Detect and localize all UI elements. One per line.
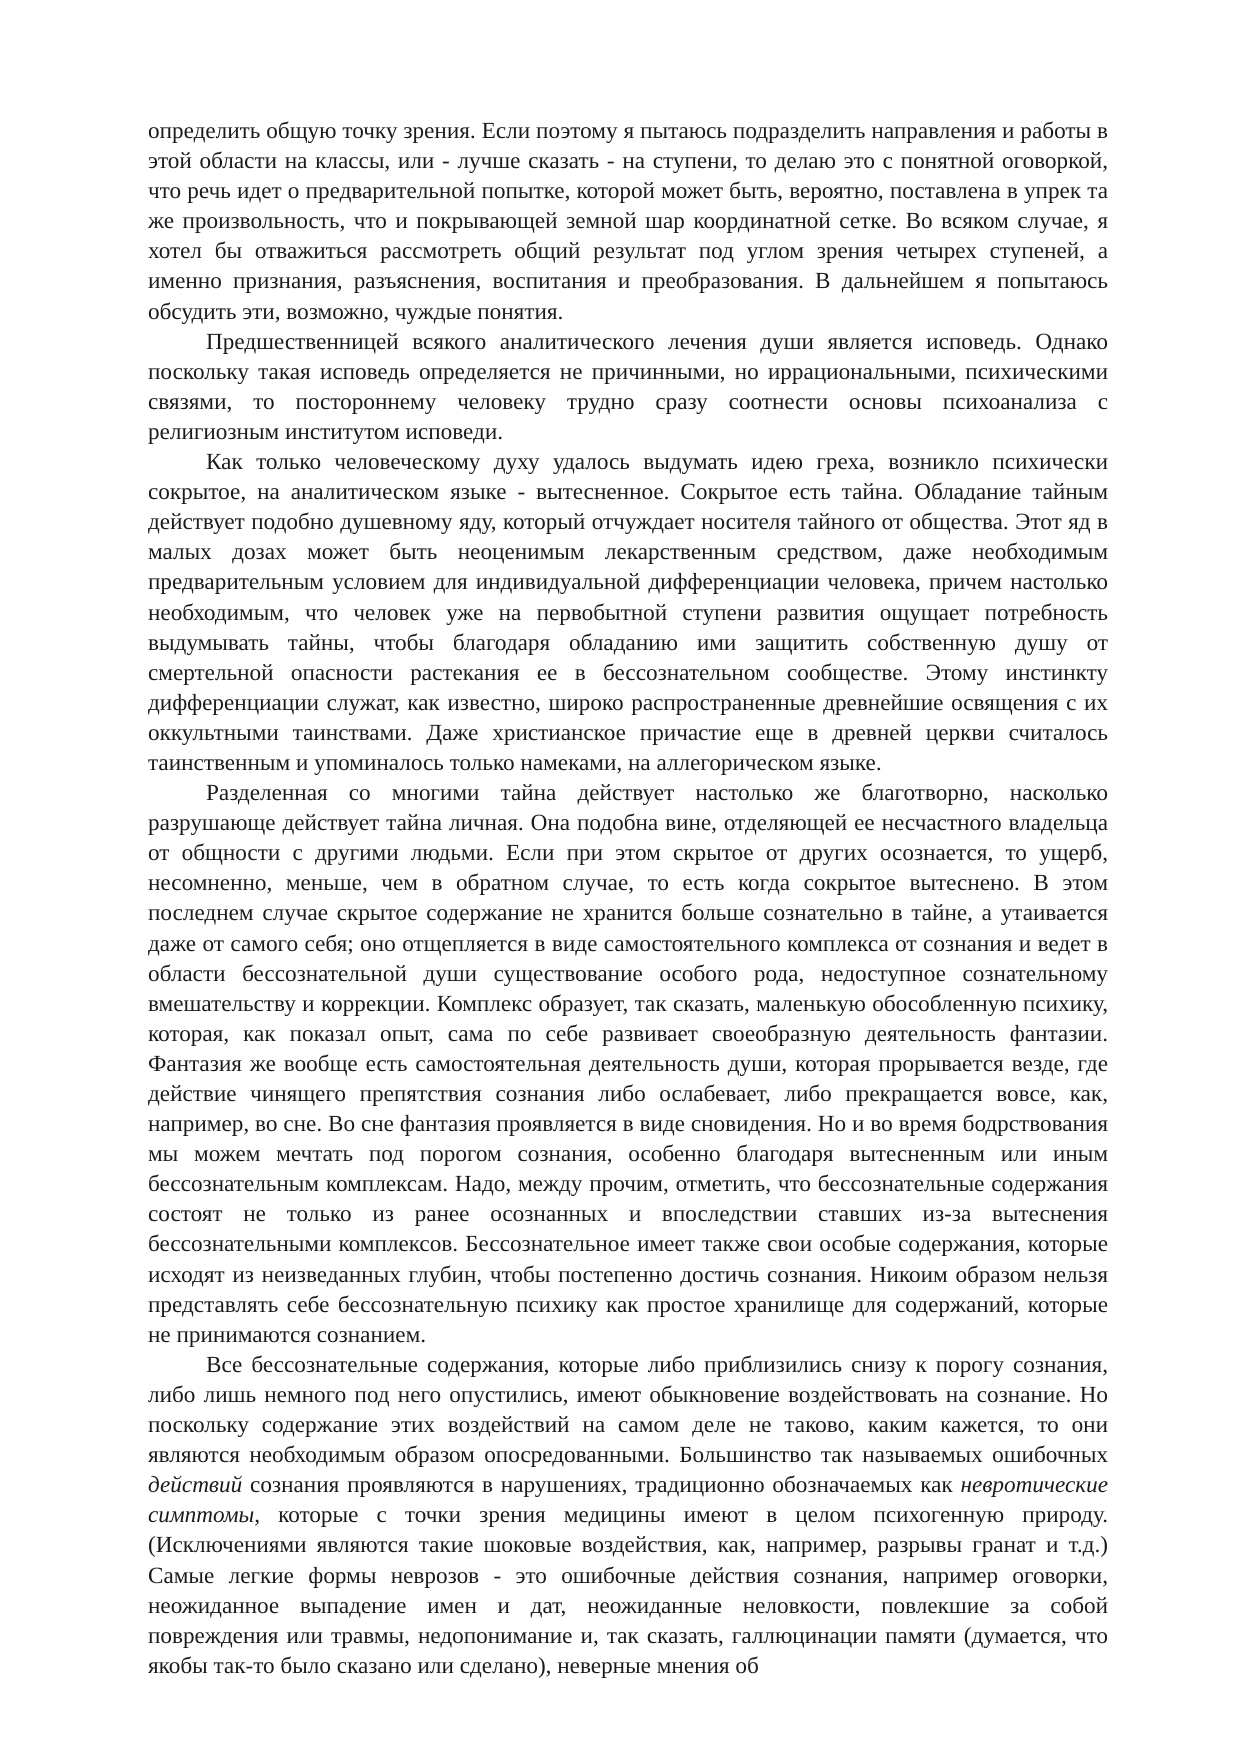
paragraph-3: Как только человеческому духу удалось выдумать идею греха, возникло психически сокрытое, на аналитическом языке - вытесненное. Сокрытое есть тайна. Обладание тайным действует подобно душевному яду, который отчуждает носителя тайного от общества. Этот яд в малых дозах может быть неоценимым лекарственным средством, даже необходимым предварительным условием для индивидуальной дифференциации человека, причем настолько необходимым, что человек уже на первобытной ступени развития ощущает потребность выдумывать тайны, чтобы благодаря обладанию ими защитить собственную душу от смертельной опасности растекания ее в бессознательном сообществе. Этому инстинкту дифференциации служат, как известно, широко распространенные древнейшие освящения с их оккультными таинствами. Даже христианское причастие еще в древней церкви считалось таинственным и упоминалось только намеками, на аллегорическом языке. (148, 449, 1108, 776)
paragraph-5 (148, 1350, 1108, 1681)
paragraph-5-text-a: Все бессознательные содержания, которые либо приблизились снизу к порогу сознания, либо лишь немного под него опустились, имеют обыкновение воздействовать на сознание. Но поскольку содержание этих воздействий на самом деле не таково, каким кажется, то они являются необходимым образом опосредованными. Большинство так называемых ошибочных (148, 1351, 1108, 1469)
document-body (148, 116, 1108, 1681)
paragraph-5-italic-symptoms: невротические симптомы, (148, 1472, 1108, 1529)
paragraph-4: Разделенная со многими тайна действует настолько же благотворно, насколько разрушающе действует тайна личная. Она подобна вине, отделяющей ее несчастного владельца от общности с другими людьми. Если при этом скрытое от других осознается, то ущерб, несомненно, меньше, чем в обратном случае, то есть когда сокрытое вытеснено. В этом последнем случае скрытое содержание не хранится больше сознательно в тайне, а утаивается даже от самого себя; оно отщепляется в виде самостоятельного комплекса от сознания и ведет в области бессознательной души существование особого рода, недоступное сознательному вмешательству и коррекции. Комплекс образует, так сказать, маленькую обособленную психику, которая, как показал опыт, сама по себе развивает своеобразную деятельность фантазии. Фантазия же вообще есть самостоятельная деятельность души, которая прорывается везде, где действие чинящего препятствия сознания либо ослабевает, либо прекращается вовсе, как, например, во сне. Во сне фантазия проявляется в виде сновидения. Но и во время бодрствования мы можем мечтать под порогом сознания, особенно благодаря вытесненным или иным бессознательным комплексам. Надо, между прочим, отметить, что бессознательные содержания состоят не только из ранее осознанных и впоследствии ставших из-за вытеснения бессознательными комплексов. Бессознательное имеет также свои особые содержания, которые исходят из неизведанных глубин, чтобы постепенно достичь сознания. Никоим образом нельзя представлять себе бессознательную психику как простое хранилище для содержаний, которые не принимаются сознанием. (148, 780, 1108, 1348)
paragraph-5-italic-actions: действий (148, 1472, 243, 1499)
paragraph-1: определить общую точку зрения. Если поэтому я пытаюсь подразделить направления и работы в этой области на классы, или - лучше сказать - на ступени, то делаю это с понятной оговоркой, что речь идет о предварительной попытке, которой может быть, вероятно, поставлена в упрек та же произвольность, что и покрывающей земной шар координатной сетке. Во всяком случае, я хотел бы отважиться рассмотреть общий результат под углом зрения четырех ступеней, а именно признания, разъяснения, воспитания и преобразования. В дальнейшем я попытаюсь обсудить эти, возможно, чуждые понятия. (148, 118, 1108, 325)
paragraph-2: Предшественницей всякого аналитического лечения души является исповедь. Однако поскольку такая исповедь определяется не причинными, но иррациональными, психическими связями, то постороннему человеку трудно сразу соотнести основы психоанализа с религиозным институтом исповеди. (148, 328, 1108, 445)
paragraph-5-text-c: которые с точки зрения медицины имеют в целом психогенную природу. (Исключениями являются такие шоковые воздействия, как, например, разрывы гранат и т.д.) Самые легкие формы неврозов - это ошибочные действия сознания, например оговорки, неожиданное выпадение имен и дат, неожиданные неловкости, повлекшие за собой повреждения или травмы, недопонимание и, так сказать, галлюцинации памяти (думается, что якобы так-то было сказано или сделано), неверные мнения об (148, 1502, 1108, 1679)
paragraph-5-text-b: сознания проявляются в нарушениях, традиционно обозначаемых как (242, 1472, 961, 1499)
